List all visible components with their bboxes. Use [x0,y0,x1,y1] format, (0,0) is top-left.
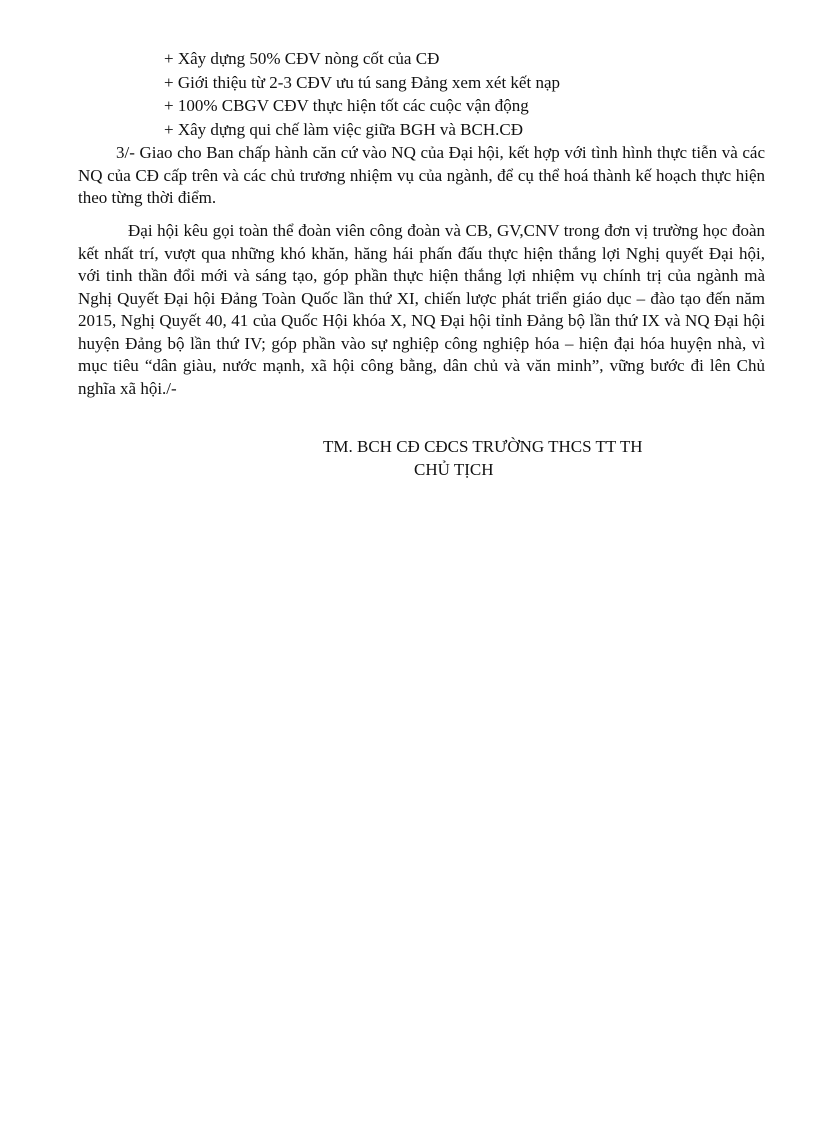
call-to-action-paragraph: Đại hội kêu gọi toàn thể đoàn viên công đoàn và CB, GV,CNV trong đơn vị trường học đoàn kết nhất trí, vượt qua những khó khăn, hăng hái phấn đấu thực hiện thắng lợi Nghị quyết Đại hội, với tinh thần đổi mới và sáng tạo, góp phần thực hiện thắng lợi nhiệm vụ chính trị của ngành mà Nghị Quyết Đại hội Đảng Toàn Quốc lần thứ XI, chiến lược phát triển giáo dục – đào tạo đến năm 2015, Nghị Quyết 40, 41 của Quốc Hội khóa X, NQ Đại hội tỉnh Đảng bộ lần thứ IX và NQ Đại hội huyện Đảng bộ lần thứ IV; góp phần vào sự nghiệp công nghiệp hóa – hiện đại hóa huyện nhà, vì mục tiêu “dân giàu, nước mạnh, xã hội công bằng, dân chủ và văn minh”, vững bước đi lên Chủ nghĩa xã hội./- [78,221,765,398]
goal-item: + Xây dựng 50% CĐV nòng cốt của CĐ [164,49,440,68]
goal-item: + Giới thiệu từ 2-3 CĐV ưu tú sang Đảng xem xét kết nạp [164,72,560,92]
item-3-paragraph: 3/- Giao cho Ban chấp hành căn cứ vào NQ của Đại hội, kết hợp với tình hình thực tiễn và các NQ của CĐ cấp trên và các chủ trương nhiệm vụ của ngành, để cụ thể hoá thành kế hoạch thực hiện theo từng thời điểm. [78,143,765,207]
signature-title: CHỦ TỊCH [414,460,494,479]
goal-item: + Xây dựng qui chế làm việc giữa BGH và BCH.CĐ [164,119,523,139]
goal-item: + 100% CBGV CĐV thực hiện tốt các cuộc vận động [164,96,529,115]
signature-organization: TM. BCH CĐ CĐCS TRƯỜNG THCS TT TH [323,437,643,456]
goal-list [164,47,560,141]
